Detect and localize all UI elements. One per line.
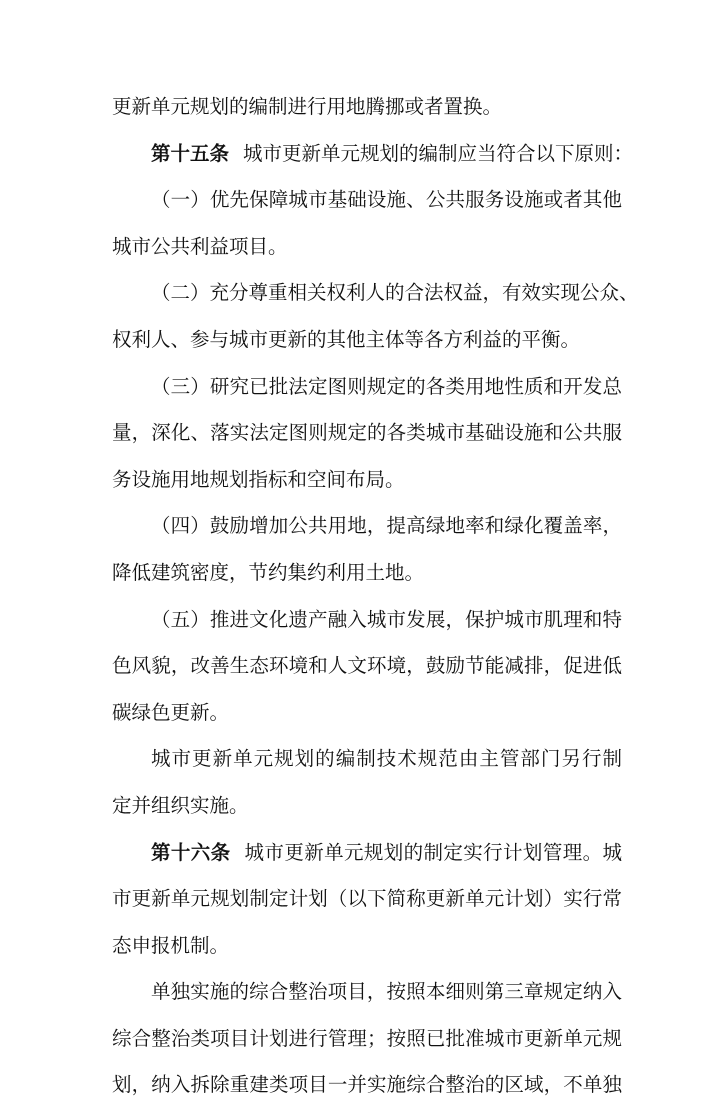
line-text: 降低建筑密度，节约集约利用土地。	[112, 560, 425, 584]
article-heading-line	[112, 830, 622, 877]
text-line	[112, 1016, 622, 1063]
text-line	[112, 643, 622, 690]
line-text: 城市公共利益项目。	[112, 234, 288, 258]
text-line	[112, 224, 622, 271]
line-text: 态申报机制。	[112, 933, 230, 957]
article-number: 第十六条	[151, 840, 231, 864]
line-text: 城市更新单元规划的编制应当符合以下原则：	[243, 141, 634, 165]
text-line	[112, 317, 622, 364]
text-line	[112, 84, 622, 131]
line-text: 定并组织实施。	[112, 793, 249, 817]
line-text: 量，深化、落实法定图则规定的各类城市基础设施和公共服	[112, 421, 622, 445]
text-line	[112, 876, 622, 923]
text-line	[112, 783, 622, 830]
text-line	[112, 923, 622, 970]
article-number: 第十五条	[151, 141, 230, 165]
line-text: 单独实施的综合整治项目，按照本细则第三章规定纳入	[151, 980, 622, 1004]
line-text: 务设施用地规划指标和空间布局。	[112, 467, 405, 491]
line-text: 碳绿色更新。	[112, 700, 230, 724]
text-line	[112, 177, 622, 224]
line-text: 权利人、参与城市更新的其他主体等各方利益的平衡。	[112, 327, 581, 351]
line-text: 城市更新单元规划的编制技术规范由主管部门另行制	[151, 747, 622, 771]
line-text: 综合整治类项目计划进行管理；按照已批准城市更新单元规	[112, 1026, 622, 1050]
line-text: 市更新单元规划制定计划（以下简称更新单元计划）实行常	[112, 887, 622, 911]
line-text: 城市更新单元规划的制定实行计划管理。城	[244, 840, 622, 864]
text-line	[112, 969, 622, 1016]
text-line	[112, 410, 622, 457]
line-text: （四）鼓励增加公共用地，提高绿地率和绿化覆盖率，	[151, 514, 622, 538]
line-text: （五）推进文化遗产融入城市发展，保护城市肌理和特	[151, 607, 622, 631]
line-text: （三）研究已批法定图则规定的各类用地性质和开发总	[151, 374, 622, 398]
text-line	[112, 690, 622, 737]
text-line	[112, 503, 622, 550]
document-page	[112, 84, 639, 1109]
text-line	[112, 597, 622, 644]
line-text: （一）优先保障城市基础设施、公共服务设施或者其他	[151, 188, 622, 212]
line-text: 划，纳入拆除重建类项目一并实施综合整治的区域，不单独	[112, 1073, 622, 1097]
article-heading-line	[112, 131, 634, 178]
text-line	[112, 736, 622, 783]
text-line	[112, 364, 622, 411]
text-line	[112, 1062, 622, 1109]
line-text: 色风貌，改善生态环境和人文环境，鼓励节能减排，促进低	[112, 654, 622, 678]
text-line	[112, 550, 622, 597]
text-line	[112, 457, 622, 504]
text-line	[112, 270, 639, 317]
line-text: 更新单元规划的编制进行用地腾挪或者置换。	[112, 95, 503, 118]
line-text: （二）充分尊重相关权利人的合法权益，有效实现公众、	[151, 281, 639, 305]
